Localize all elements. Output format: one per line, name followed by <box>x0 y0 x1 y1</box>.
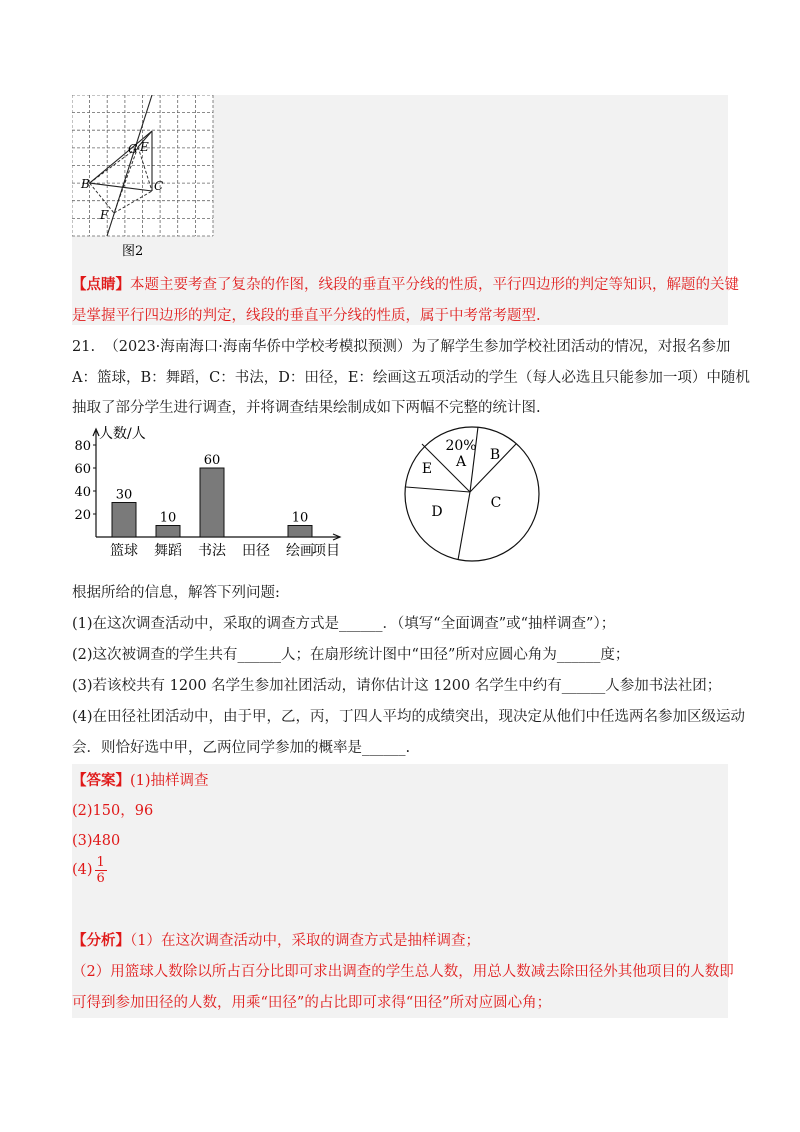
question-intro: 根据所给的信息，解答下列问题: <box>72 585 280 601</box>
question-source: （2023·海南海口·海南华侨中学校考模拟预测） <box>104 339 412 355</box>
bar-value-label: 60 <box>203 453 221 468</box>
question-number: 21. <box>72 339 96 355</box>
pie-slice-label: D <box>431 504 443 520</box>
answer-line2: (2)150，96 <box>72 803 154 819</box>
pie-slice-label: E <box>421 461 433 477</box>
pie-chart <box>400 422 545 567</box>
label-B: B <box>81 177 90 191</box>
y-tick-label: 80 <box>74 439 91 454</box>
bar-chart <box>68 425 358 565</box>
bar <box>112 503 136 538</box>
question-part4b: 会．则恰好选中甲，乙两位同学参加的概率是______. <box>72 740 411 756</box>
figure-caption: 图2 <box>122 244 144 259</box>
question-line3: 抽取了部分学生进行调查，并将调查结果绘制成如下两幅不完整的统计图. <box>72 400 541 416</box>
dianjing-line2: 是掌握平行四边形的判定，线段的垂直平分线的性质，属于中考常考题型. <box>72 308 541 324</box>
x-tick-label: 篮球 <box>110 543 138 559</box>
figure-2 <box>72 95 222 265</box>
y-tick-label: 20 <box>74 508 91 523</box>
question-part4a: (4)在田径社团活动中，由于甲，乙，丙，丁四人平均的成绩突出，现决定从他们中任选两名参加区级运动 <box>72 709 746 725</box>
label-F: F <box>100 208 109 222</box>
y-tick-label: 40 <box>74 485 91 500</box>
answer-line1: 【答案】(1)抽样调查 <box>72 772 209 789</box>
pie-percent-label: 20% <box>445 438 477 454</box>
x-tick-label: 田径 <box>242 543 270 559</box>
answer-line3: (3)480 <box>72 833 121 849</box>
analysis-line3: 可得到参加田径的人数，用乘“田径”的占比即可求得“田径”所对应圆心角； <box>72 995 552 1011</box>
analysis-tag: 【分析】 <box>72 932 130 949</box>
bar <box>200 468 224 537</box>
label-C: C <box>154 179 164 193</box>
bar-value-label: 10 <box>159 510 177 526</box>
answer-tag: 【答案】 <box>72 772 130 789</box>
dianjing-tag: 【点睛】 <box>72 276 130 293</box>
question-part2: (2)这次被调查的学生共有______人；在扇形统计图中“田径”所对应圆心角为______度； <box>72 647 630 663</box>
pie-slice-label: A <box>455 454 467 470</box>
question-line1: 21. （2023·海南海口·海南华侨中学校考模拟预测）为了解学生参加学校社团活动的情况，对报名参加 <box>72 339 731 355</box>
bar <box>156 526 180 538</box>
bar-value-label: 10 <box>291 510 309 526</box>
question-part1: (1)在这次调查活动中，采取的调查方式是______．（填写“全面调查”或“抽样调查”）； <box>72 616 616 632</box>
question-part3: (3)若该校共有 1200 名学生参加社团活动，请你估计这 1200 名学生中约有______人参加书法社团； <box>72 678 722 694</box>
y-axis-label: 人数/人 <box>99 426 146 442</box>
x-tick-label: 书法 <box>198 543 226 559</box>
pie-slice-label: C <box>490 495 502 511</box>
y-tick-label: 60 <box>74 462 91 477</box>
x-axis-label: 项目 <box>312 543 340 559</box>
analysis-line2: （2）用篮球人数除以所占百分比即可求出调查的学生总人数，用总人数减去除田径外其他项目的人数即 <box>72 964 734 980</box>
bar <box>288 526 312 538</box>
label-G: G <box>128 142 138 156</box>
question-line2: A：篮球，B：舞蹈，C：书法，D：田径，E：绘画这五项活动的学生（每人必选且只能参加一项）中随机 <box>72 370 750 386</box>
answer-fraction: $\frac{1}{6}$ <box>96 854 105 886</box>
answer-line4: (4) $\frac{1}{6}$ <box>72 854 105 886</box>
dianjing-line1: 【点睛】本题主要考查了复杂的作图，线段的垂直平分线的性质，平行四边形的判定等知识，解题的关键 <box>72 276 739 293</box>
label-E: E <box>140 140 149 154</box>
bar-value-label: 30 <box>115 487 133 503</box>
pie-slice-label: B <box>489 447 501 463</box>
analysis-line1: 【分析】（1）在这次调查活动中，采取的调查方式是抽样调查； <box>72 932 480 949</box>
x-tick-label: 绘画 <box>286 543 314 559</box>
x-tick-label: 舞蹈 <box>154 543 182 559</box>
